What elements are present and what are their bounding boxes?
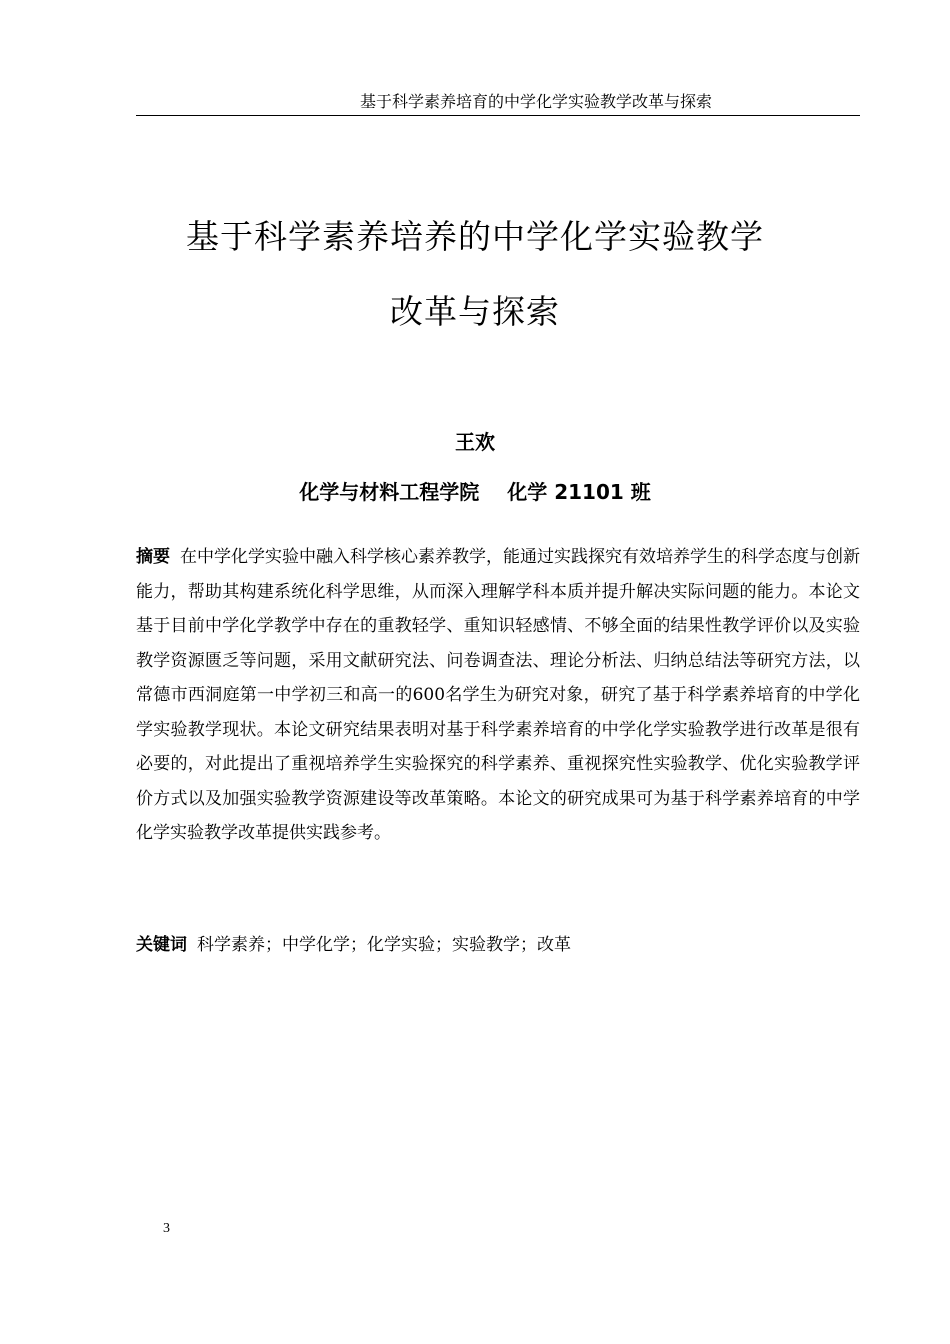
keywords-text: 科学素养；中学化学；化学实验；实验教学；改革 <box>197 935 571 955</box>
page-number: 3 <box>163 1221 170 1236</box>
paper-title-line-2: 改革与探索 <box>390 292 560 331</box>
college-name: 化学与材料工程学院 <box>299 480 480 504</box>
running-header: 基于科学素养培育的中学化学实验教学改革与探索 <box>359 92 712 111</box>
paper-title-line-1: 基于科学素养培养的中学化学实验教学 <box>186 217 764 256</box>
abstract-label: 摘要 <box>136 547 170 567</box>
header-rule <box>136 115 860 116</box>
abstract-section <box>136 540 860 851</box>
author-name: 王欢 <box>455 430 495 454</box>
keywords-label: 关键词 <box>136 935 187 955</box>
abstract-text: 在中学化学实验中融入科学核心素养教学，能通过实践探究有效培养学生的科学态度与创新能力，帮助其构建系统化科学思维，从而深入理解学科本质并提升解决实际问题的能力。本论文基于目前中学化学教学中存在的重教轻学、重知识轻感情、不够全面的结果性教学评价以及实验教学资源匮乏等问题，采用文献研究法、问卷调查法、理论分析法、归纳总结法等研究方法，以常德市西洞庭第一中学初三和高一的600名学生为研究对象，研究了基于科学素养培育的中学化学实验教学现状。本论文研究结果表明对基于科学素养培育的中学化学实验教学进行改革是很有必要的，对此提出了重视培养学生实验探究的科学素养、重视探究性实验教学、优化实验教学评价方式以及加强实验教学资源建设等改革策略。本论文的研究成果可为基于科学素养培育的中学化学实验教学改革提供实践参考。 <box>136 547 860 843</box>
keywords-section <box>136 928 860 962</box>
author-affiliation <box>0 478 950 506</box>
class-name: 化学 21101 班 <box>507 480 651 504</box>
